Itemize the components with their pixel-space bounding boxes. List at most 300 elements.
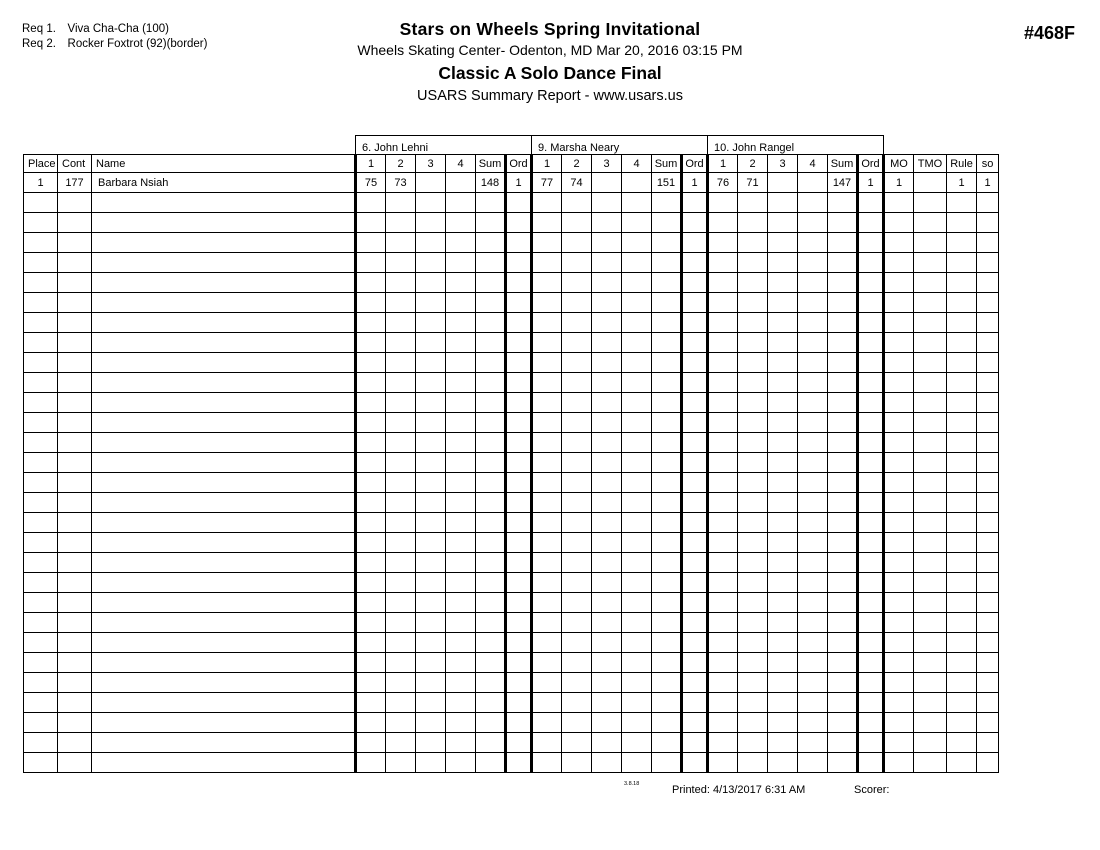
cell-rule-empty xyxy=(947,453,977,473)
cell-so-empty xyxy=(977,213,999,233)
table-row-empty[interactable] xyxy=(24,293,999,313)
table-row-empty[interactable] xyxy=(24,693,999,713)
footer-version-code: 3.8.18 xyxy=(624,781,640,787)
cell-j2-s3-empty xyxy=(592,313,622,333)
cell-j2-s4 xyxy=(622,173,652,193)
cell-j1-ord-empty xyxy=(506,553,532,573)
cell-j2-sum-empty xyxy=(652,653,682,673)
cell-j2-sum-empty xyxy=(652,333,682,353)
cell-j2-s1-empty xyxy=(532,533,562,553)
cell-j2-s2-empty xyxy=(562,233,592,253)
cell-tmo-empty xyxy=(914,613,947,633)
cell-j3-ord-empty xyxy=(858,493,884,513)
cell-j2-ord-empty xyxy=(682,633,708,653)
judge-banner-1: 6. John Lehni xyxy=(356,136,532,155)
cell-so: 1 xyxy=(977,173,999,193)
cell-j3-s4-empty xyxy=(798,553,828,573)
judge-banner-3: 10. John Rangel xyxy=(708,136,884,155)
cell-so-empty xyxy=(977,593,999,613)
cell-j2-sum-empty xyxy=(652,693,682,713)
cell-j1-s1: 75 xyxy=(356,173,386,193)
cell-j2-sum-empty xyxy=(652,353,682,373)
cell-j3-sum-empty xyxy=(828,693,858,713)
cell-j2-ord-empty xyxy=(682,313,708,333)
cell-j2-sum-empty xyxy=(652,733,682,753)
cell-j2-s1-empty xyxy=(532,253,562,273)
cell-j1-s4-empty xyxy=(446,693,476,713)
cell-mo-empty xyxy=(884,493,914,513)
cell-j1-s4-empty xyxy=(446,353,476,373)
cell-cont-empty xyxy=(58,193,92,213)
cell-j1-sum-empty xyxy=(476,373,506,393)
table-row-empty[interactable] xyxy=(24,233,999,253)
cell-j1-ord-empty xyxy=(506,433,532,453)
blank-rows xyxy=(24,193,999,773)
cell-j3-s1-empty xyxy=(708,613,738,633)
cell-j2-s4-empty xyxy=(622,493,652,513)
table-row-empty[interactable] xyxy=(24,393,999,413)
cell-j1-s4-empty xyxy=(446,253,476,273)
cell-cont-empty xyxy=(58,693,92,713)
cell-j2-sum-empty xyxy=(652,573,682,593)
cell-j1-s4-empty xyxy=(446,713,476,733)
cell-j2-sum-empty xyxy=(652,593,682,613)
cell-mo-empty xyxy=(884,633,914,653)
cell-j2-s2-empty xyxy=(562,673,592,693)
table-row-empty[interactable] xyxy=(24,213,999,233)
cell-place-empty xyxy=(24,193,58,213)
table-row-empty[interactable] xyxy=(24,313,999,333)
table-row-empty[interactable] xyxy=(24,633,999,653)
cell-j2-s3-empty xyxy=(592,353,622,373)
cell-j3-ord-empty xyxy=(858,253,884,273)
cell-j2-s2-empty xyxy=(562,713,592,733)
cell-j3-ord-empty xyxy=(858,573,884,593)
cell-place-empty xyxy=(24,453,58,473)
cell-rule-empty xyxy=(947,273,977,293)
cell-cont-empty xyxy=(58,473,92,493)
cell-j3-s4-empty xyxy=(798,533,828,553)
cell-j2-s3-empty xyxy=(592,553,622,573)
header-j1-ord: Ord xyxy=(506,155,532,173)
cell-place-empty xyxy=(24,213,58,233)
cell-j3-sum: 147 xyxy=(828,173,858,193)
cell-j2-s2-empty xyxy=(562,513,592,533)
cell-j2-s2-empty xyxy=(562,193,592,213)
cell-so-empty xyxy=(977,553,999,573)
cell-j3-sum-empty xyxy=(828,353,858,373)
cell-j1-s3-empty xyxy=(416,633,446,653)
header-j1-sum: Sum xyxy=(476,155,506,173)
cell-j3-s2-empty xyxy=(738,733,768,753)
cell-j3-s1-empty xyxy=(708,473,738,493)
cell-j3-ord-empty xyxy=(858,713,884,733)
cell-place-empty xyxy=(24,573,58,593)
cell-j2-ord-empty xyxy=(682,373,708,393)
cell-j1-sum-empty xyxy=(476,693,506,713)
cell-j2-sum-empty xyxy=(652,553,682,573)
cell-j2-s2-empty xyxy=(562,633,592,653)
table-row-empty[interactable] xyxy=(24,453,999,473)
table-row[interactable] xyxy=(24,173,999,193)
cell-j3-s3-empty xyxy=(768,293,798,313)
cell-j3-s3-empty xyxy=(768,513,798,533)
cell-place-empty xyxy=(24,493,58,513)
cell-j3-s4-empty xyxy=(798,573,828,593)
table-row-empty[interactable] xyxy=(24,533,999,553)
cell-j3-s2-empty xyxy=(738,253,768,273)
cell-j3-ord-empty xyxy=(858,313,884,333)
cell-j2-s2-empty xyxy=(562,733,592,753)
cell-j3-s1-empty xyxy=(708,313,738,333)
cell-tmo-empty xyxy=(914,553,947,573)
cell-j1-ord-empty xyxy=(506,633,532,653)
cell-j3-ord-empty xyxy=(858,353,884,373)
cell-place-empty xyxy=(24,233,58,253)
cell-j1-s4-empty xyxy=(446,573,476,593)
cell-so-empty xyxy=(977,293,999,313)
cell-j2-s2-empty xyxy=(562,293,592,313)
cell-j1-sum-empty xyxy=(476,193,506,213)
cell-mo-empty xyxy=(884,213,914,233)
cell-j1-s4-empty xyxy=(446,333,476,353)
cell-tmo xyxy=(914,173,947,193)
cell-j1-s1-empty xyxy=(356,593,386,613)
cell-tmo-empty xyxy=(914,653,947,673)
cell-j3-s3-empty xyxy=(768,213,798,233)
table-row-empty[interactable] xyxy=(24,673,999,693)
cell-so-empty xyxy=(977,193,999,213)
cell-j2-s1-empty xyxy=(532,753,562,773)
cell-mo-empty xyxy=(884,673,914,693)
cell-j1-sum-empty xyxy=(476,233,506,253)
cell-cont-empty xyxy=(58,653,92,673)
cell-j3-sum-empty xyxy=(828,413,858,433)
cell-j2-s3-empty xyxy=(592,573,622,593)
cell-j3-s1-empty xyxy=(708,213,738,233)
cell-rule-empty xyxy=(947,553,977,573)
cell-place-empty xyxy=(24,673,58,693)
cell-j3-s4-empty xyxy=(798,513,828,533)
cell-j3-sum-empty xyxy=(828,373,858,393)
header-j3-s1: 1 xyxy=(708,155,738,173)
header-j3-s2: 2 xyxy=(738,155,768,173)
cell-j3-s2-empty xyxy=(738,573,768,593)
cell-rule-empty xyxy=(947,753,977,773)
cell-j1-s1-empty xyxy=(356,293,386,313)
table-row-empty[interactable] xyxy=(24,653,999,673)
cell-tmo-empty xyxy=(914,473,947,493)
cell-j1-s3-empty xyxy=(416,473,446,493)
cell-j2-ord-empty xyxy=(682,353,708,373)
cell-j2-ord-empty xyxy=(682,513,708,533)
header-rule: Rule xyxy=(947,155,977,173)
cell-j2-sum-empty xyxy=(652,673,682,693)
cell-j1-s3-empty xyxy=(416,333,446,353)
table-row-empty[interactable] xyxy=(24,573,999,593)
cell-tmo-empty xyxy=(914,533,947,553)
table-row-empty[interactable] xyxy=(24,613,999,633)
cell-j1-s3-empty xyxy=(416,273,446,293)
cell-name-empty xyxy=(92,553,356,573)
cell-j3-s1-empty xyxy=(708,253,738,273)
cell-j3-s4-empty xyxy=(798,673,828,693)
cell-j3-s1-empty xyxy=(708,593,738,613)
cell-j1-s3-empty xyxy=(416,693,446,713)
cell-j3-ord-empty xyxy=(858,613,884,633)
requirement-number: 1. xyxy=(46,23,56,35)
cell-tmo-empty xyxy=(914,593,947,613)
cell-so-empty xyxy=(977,253,999,273)
cell-j2-sum-empty xyxy=(652,313,682,333)
cell-j3-s2-empty xyxy=(738,413,768,433)
cell-j1-sum-empty xyxy=(476,653,506,673)
cell-rule-empty xyxy=(947,413,977,433)
cell-so-empty xyxy=(977,713,999,733)
cell-j2-s4-empty xyxy=(622,413,652,433)
table-row-empty[interactable] xyxy=(24,473,999,493)
cell-j2-s1-empty xyxy=(532,573,562,593)
cell-j1-ord-empty xyxy=(506,593,532,613)
cell-j2-s1-empty xyxy=(532,673,562,693)
event-venue: Wheels Skating Center- Odenton, MD Mar 20, 2016 03:15 PM xyxy=(357,42,743,58)
cell-j2-s1-empty xyxy=(532,513,562,533)
table-row-empty[interactable] xyxy=(24,193,999,213)
cell-tmo-empty xyxy=(914,333,947,353)
cell-j3-s1-empty xyxy=(708,413,738,433)
cell-j2-s4-empty xyxy=(622,293,652,313)
cell-mo-empty xyxy=(884,593,914,613)
cell-j2-s3-empty xyxy=(592,193,622,213)
cell-j1-sum-empty xyxy=(476,553,506,573)
cell-rule-empty xyxy=(947,733,977,753)
cell-j3-s1-empty xyxy=(708,453,738,473)
table-row-empty[interactable] xyxy=(24,253,999,273)
cell-j2-s3-empty xyxy=(592,273,622,293)
cell-place-empty xyxy=(24,693,58,713)
cell-mo-empty xyxy=(884,193,914,213)
cell-j3-s2-empty xyxy=(738,633,768,653)
cell-j3-s4-empty xyxy=(798,393,828,413)
cell-j2-s4-empty xyxy=(622,333,652,353)
table-row-empty[interactable] xyxy=(24,433,999,453)
table-row-empty[interactable] xyxy=(24,713,999,733)
cell-j3-s4-empty xyxy=(798,733,828,753)
cell-j1-s1-empty xyxy=(356,693,386,713)
cell-j1-s3-empty xyxy=(416,673,446,693)
cell-j3-ord-empty xyxy=(858,333,884,353)
cell-mo-empty xyxy=(884,433,914,453)
cell-j3-s4-empty xyxy=(798,613,828,633)
table-row-empty[interactable] xyxy=(24,413,999,433)
cell-j3-sum-empty xyxy=(828,453,858,473)
header-j2-s4: 4 xyxy=(622,155,652,173)
cell-j1-s1-empty xyxy=(356,253,386,273)
cell-j1-s1-empty xyxy=(356,733,386,753)
cell-j1-sum-empty xyxy=(476,213,506,233)
cell-j3-s2-empty xyxy=(738,553,768,573)
cell-j3-ord-empty xyxy=(858,233,884,253)
cell-j2-ord-empty xyxy=(682,233,708,253)
report-header xyxy=(0,18,1100,107)
cell-j1-s2-empty xyxy=(386,493,416,513)
cell-j2-s1-empty xyxy=(532,273,562,293)
cell-j2-s3-empty xyxy=(592,713,622,733)
cell-j2-s4-empty xyxy=(622,353,652,373)
cell-j1-s4-empty xyxy=(446,193,476,213)
cell-j3-s3-empty xyxy=(768,733,798,753)
cell-j2-s3-empty xyxy=(592,513,622,533)
cell-j1-s4-empty xyxy=(446,753,476,773)
cell-j2-sum-empty xyxy=(652,293,682,313)
cell-j1-s1-empty xyxy=(356,333,386,353)
cell-j1-s4-empty xyxy=(446,393,476,413)
cell-cont-empty xyxy=(58,513,92,533)
cell-j3-s1-empty xyxy=(708,753,738,773)
cell-name-empty xyxy=(92,293,356,313)
cell-j1-s1-empty xyxy=(356,493,386,513)
cell-j1-s1-empty xyxy=(356,213,386,233)
cell-j1-sum-empty xyxy=(476,453,506,473)
cell-name-empty xyxy=(92,633,356,653)
cell-j1-sum-empty xyxy=(476,533,506,553)
cell-j1-s2-empty xyxy=(386,433,416,453)
cell-j1-s1-empty xyxy=(356,233,386,253)
cell-mo: 1 xyxy=(884,173,914,193)
cell-j3-ord-empty xyxy=(858,453,884,473)
cell-j2-s4-empty xyxy=(622,753,652,773)
cell-j1-sum-empty xyxy=(476,473,506,493)
table-row-empty[interactable] xyxy=(24,493,999,513)
cell-so-empty xyxy=(977,233,999,253)
cell-j1-s2-empty xyxy=(386,233,416,253)
cell-cont-empty xyxy=(58,573,92,593)
cell-place-empty xyxy=(24,273,58,293)
cell-cont-empty xyxy=(58,213,92,233)
header-j1-s4: 4 xyxy=(446,155,476,173)
cell-j3-s3-empty xyxy=(768,593,798,613)
cell-j1-s3-empty xyxy=(416,393,446,413)
cell-cont-empty xyxy=(58,253,92,273)
cell-tmo-empty xyxy=(914,233,947,253)
cell-j1-s4-empty xyxy=(446,593,476,613)
cell-j2-ord-empty xyxy=(682,213,708,233)
cell-rule-empty xyxy=(947,373,977,393)
table-row-empty[interactable] xyxy=(24,553,999,573)
table-row-empty[interactable] xyxy=(24,733,999,753)
cell-j2-s4-empty xyxy=(622,733,652,753)
cell-j2-s3-empty xyxy=(592,533,622,553)
cell-j3-ord-empty xyxy=(858,273,884,293)
cell-cont-empty xyxy=(58,333,92,353)
table-row-empty[interactable] xyxy=(24,333,999,353)
cell-j2-s4-empty xyxy=(622,573,652,593)
cell-j3-s1-empty xyxy=(708,533,738,553)
cell-j3-ord-empty xyxy=(858,533,884,553)
cell-j3-sum-empty xyxy=(828,533,858,553)
cell-j1-s4-empty xyxy=(446,313,476,333)
cell-cont-empty xyxy=(58,713,92,733)
header-j2-s1: 1 xyxy=(532,155,562,173)
cell-j2-s2-empty xyxy=(562,433,592,453)
cell-j1-ord: 1 xyxy=(506,173,532,193)
cell-j2-s4-empty xyxy=(622,273,652,293)
cell-tmo-empty xyxy=(914,713,947,733)
table-row-empty[interactable] xyxy=(24,373,999,393)
cell-j2-ord-empty xyxy=(682,693,708,713)
cell-j2-s1-empty xyxy=(532,193,562,213)
cell-j2-s3-empty xyxy=(592,433,622,453)
cell-j3-ord-empty xyxy=(858,513,884,533)
cell-j2-s2-empty xyxy=(562,253,592,273)
table-row-empty[interactable] xyxy=(24,353,999,373)
cell-j1-s4-empty xyxy=(446,493,476,513)
cell-j1-sum-empty xyxy=(476,493,506,513)
cell-j1-s1-empty xyxy=(356,533,386,553)
cell-place-empty xyxy=(24,373,58,393)
cell-mo-empty xyxy=(884,233,914,253)
cell-j3-s2-empty xyxy=(738,293,768,313)
document-id: #468F xyxy=(1023,23,1075,43)
cell-j2-s3-empty xyxy=(592,693,622,713)
cell-so-empty xyxy=(977,613,999,633)
cell-rule-empty xyxy=(947,533,977,553)
cell-place-empty xyxy=(24,413,58,433)
cell-j3-sum-empty xyxy=(828,673,858,693)
cell-j2-s4-empty xyxy=(622,673,652,693)
cell-j1-sum-empty xyxy=(476,353,506,373)
table-row-empty[interactable] xyxy=(24,273,999,293)
cell-j1-s3-empty xyxy=(416,533,446,553)
cell-name-empty xyxy=(92,753,356,773)
cell-so-empty xyxy=(977,333,999,353)
cell-j3-s3-empty xyxy=(768,493,798,513)
cell-so-empty xyxy=(977,733,999,753)
cell-j3-s1-empty xyxy=(708,513,738,533)
cell-place-empty xyxy=(24,513,58,533)
cell-rule-empty xyxy=(947,333,977,353)
cell-j1-ord-empty xyxy=(506,313,532,333)
cell-j3-sum-empty xyxy=(828,753,858,773)
cell-j3-s4-empty xyxy=(798,313,828,333)
cell-j3-s3-empty xyxy=(768,433,798,453)
table-row-empty[interactable] xyxy=(24,513,999,533)
cell-j1-ord-empty xyxy=(506,373,532,393)
cell-place-empty xyxy=(24,753,58,773)
cell-j1-s2-empty xyxy=(386,353,416,373)
cell-so-empty xyxy=(977,513,999,533)
cell-mo-empty xyxy=(884,533,914,553)
header-j1-s2: 2 xyxy=(386,155,416,173)
table-row-empty[interactable] xyxy=(24,593,999,613)
cell-j1-s3-empty xyxy=(416,373,446,393)
cell-j2-s1-empty xyxy=(532,633,562,653)
cell-j3-s4-empty xyxy=(798,373,828,393)
cell-j1-s3-empty xyxy=(416,753,446,773)
cell-j3-s4-empty xyxy=(798,593,828,613)
cell-j3-ord-empty xyxy=(858,413,884,433)
cell-j2-sum-empty xyxy=(652,473,682,493)
cell-name-empty xyxy=(92,333,356,353)
cell-name-empty xyxy=(92,713,356,733)
header-cont: Cont xyxy=(58,155,92,173)
table-row-empty[interactable] xyxy=(24,753,999,773)
cell-j1-s3-empty xyxy=(416,493,446,513)
cell-name-empty xyxy=(92,693,356,713)
cell-j3-sum-empty xyxy=(828,333,858,353)
cell-mo-empty xyxy=(884,513,914,533)
cell-j2-ord: 1 xyxy=(682,173,708,193)
